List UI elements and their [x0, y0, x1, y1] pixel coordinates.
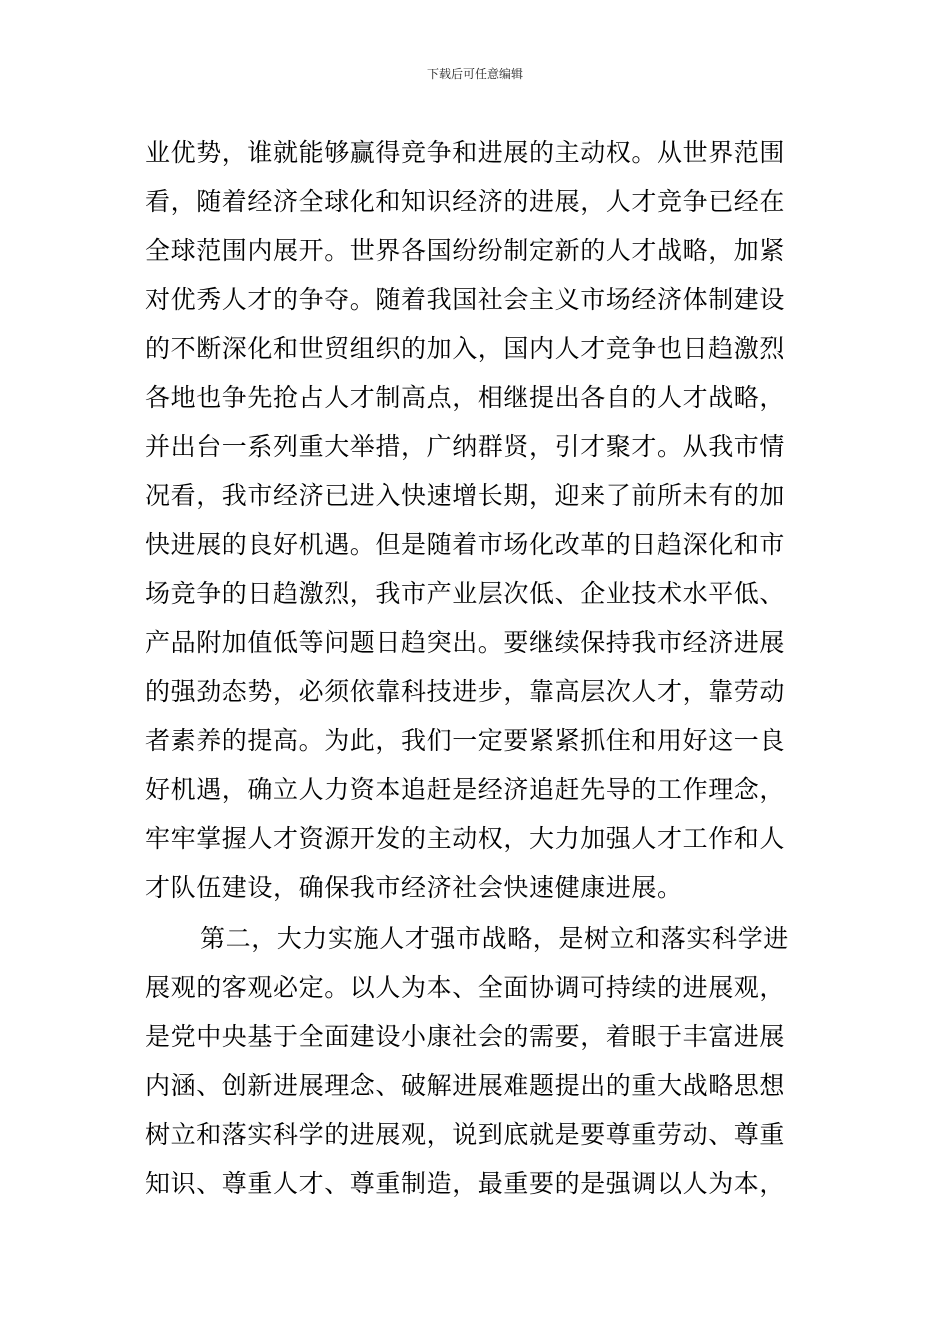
- text-line: 快进展的良好机遇。但是随着市场化改革的日趋深化和市: [145, 530, 786, 559]
- text-line: 对优秀人才的争夺。随着我国社会主义市场经济体制建设: [145, 285, 786, 314]
- text-line: 树立和落实科学的进展观，说到底就是要尊重劳动、尊重: [145, 1120, 786, 1149]
- text-line: 牢牢掌握人才资源开发的主动权，大力加强人才工作和人: [145, 824, 786, 853]
- text-line: 况看，我市经济已进入快速增长期，迎来了前所未有的加: [145, 481, 786, 510]
- text-line: 展观的客观必定。以人为本、全面协调可持续的进展观，: [145, 973, 786, 1002]
- text-line: 是党中央基于全面建设小康社会的需要，着眼于丰富进展: [145, 1022, 786, 1051]
- text-line: 场竞争的日趋激烈，我市产业层次低、企业技术水平低、: [145, 579, 786, 608]
- text-line: 第二，大力实施人才强市战略，是树立和落实科学进: [200, 924, 789, 953]
- text-line: 看，随着经济全球化和知识经济的进展，人才竞争已经在: [145, 187, 786, 216]
- text-line: 知识、尊重人才、尊重制造，最重要的是强调以人为本，: [145, 1169, 786, 1198]
- page-header: 下载后可任意编辑: [426, 67, 523, 81]
- text-line: 才队伍建设，确保我市经济社会快速健康进展。: [145, 873, 683, 902]
- text-line: 的不断深化和世贸组织的加入，国内人才竞争也日趋激烈: [145, 334, 786, 363]
- paragraph-2: [145, 914, 815, 1208]
- text-line: 内涵、创新进展理念、破解进展难题提出的重大战略思想: [145, 1071, 786, 1100]
- document-body: [145, 128, 815, 1208]
- text-line: 各地也争先抢占人才制高点，相继提出各自的人才战略，: [145, 383, 786, 412]
- text-line: 好机遇，确立人力资本追赶是经济追赶先导的工作理念，: [145, 775, 786, 804]
- text-line: 全球范围内展开。世界各国纷纷制定新的人才战略，加紧: [145, 236, 786, 265]
- text-line: 业优势，谁就能够赢得竞争和进展的主动权。从世界范围: [145, 138, 786, 167]
- text-line: 产品附加值低等问题日趋突出。要继续保持我市经济进展: [145, 628, 786, 657]
- text-line: 的强劲态势，必须依靠科技进步，靠高层次人才，靠劳动: [145, 677, 786, 706]
- text-line: 并出台一系列重大举措，广纳群贤，引才聚才。从我市情: [145, 432, 786, 461]
- text-line: 者素养的提高。为此，我们一定要紧紧抓住和用好这一良: [145, 726, 786, 755]
- paragraph-1: [145, 128, 815, 912]
